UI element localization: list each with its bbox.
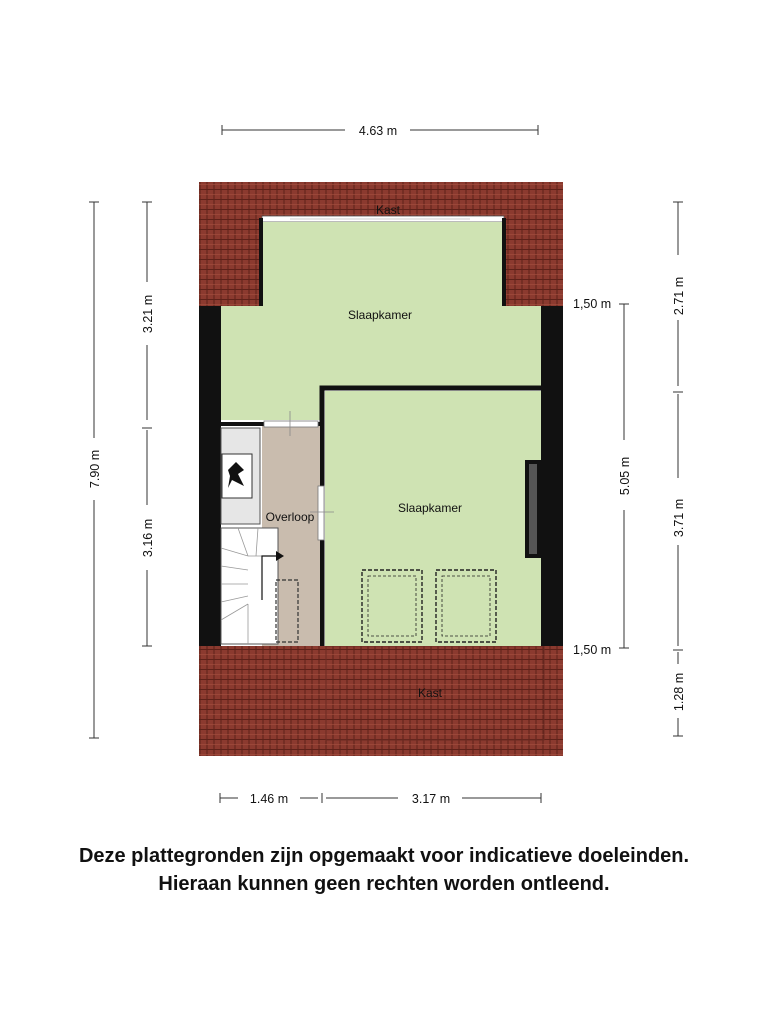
label-bedroom-top: Slaapkamer	[347, 308, 413, 322]
wall-right	[541, 306, 563, 646]
dimension-right-lower-label: 1.28 m	[672, 672, 686, 712]
dimension-left-lower-label: 3.16 m	[141, 518, 155, 558]
dimension-inner-height-label: 5.05 m	[618, 456, 632, 496]
label-landing: Overloop	[265, 510, 315, 524]
dimension-left-upper-label: 3.21 m	[141, 294, 155, 334]
disclaimer-line-1: Deze plattegronden zijn opgemaakt voor indicatieve doeleinden.	[78, 845, 690, 867]
dimension-total-height-label: 7.90 m	[88, 449, 102, 489]
label-top-closet: Kast	[375, 203, 401, 217]
label-bedroom-main: Slaapkamer	[397, 501, 463, 515]
door-bedroom-main	[318, 486, 324, 540]
dimension-knee-bottom-label: 1,50 m	[573, 643, 612, 657]
door-bedroom-top	[264, 421, 318, 427]
dimension-top-label: 4.63 m	[358, 124, 398, 138]
dimension-right-middle-label: 3.71 m	[672, 498, 686, 538]
label-bottom-closet: Kast	[417, 686, 443, 700]
dimension-left	[142, 202, 152, 646]
bedroom-main-floor	[325, 391, 541, 646]
dimension-knee-top-label: 1,50 m	[573, 297, 612, 311]
dimension-right-upper-label: 2.71 m	[672, 276, 686, 316]
dimension-bottom-left-label: 1.46 m	[249, 792, 289, 806]
disclaimer-line-2: Hieraan kunnen geen rechten worden ontleend.	[158, 873, 610, 895]
wall-left	[199, 306, 221, 646]
staircase	[221, 528, 278, 644]
dimension-bottom-right-label: 3.17 m	[411, 792, 451, 806]
wardrobe-inner	[529, 464, 537, 554]
